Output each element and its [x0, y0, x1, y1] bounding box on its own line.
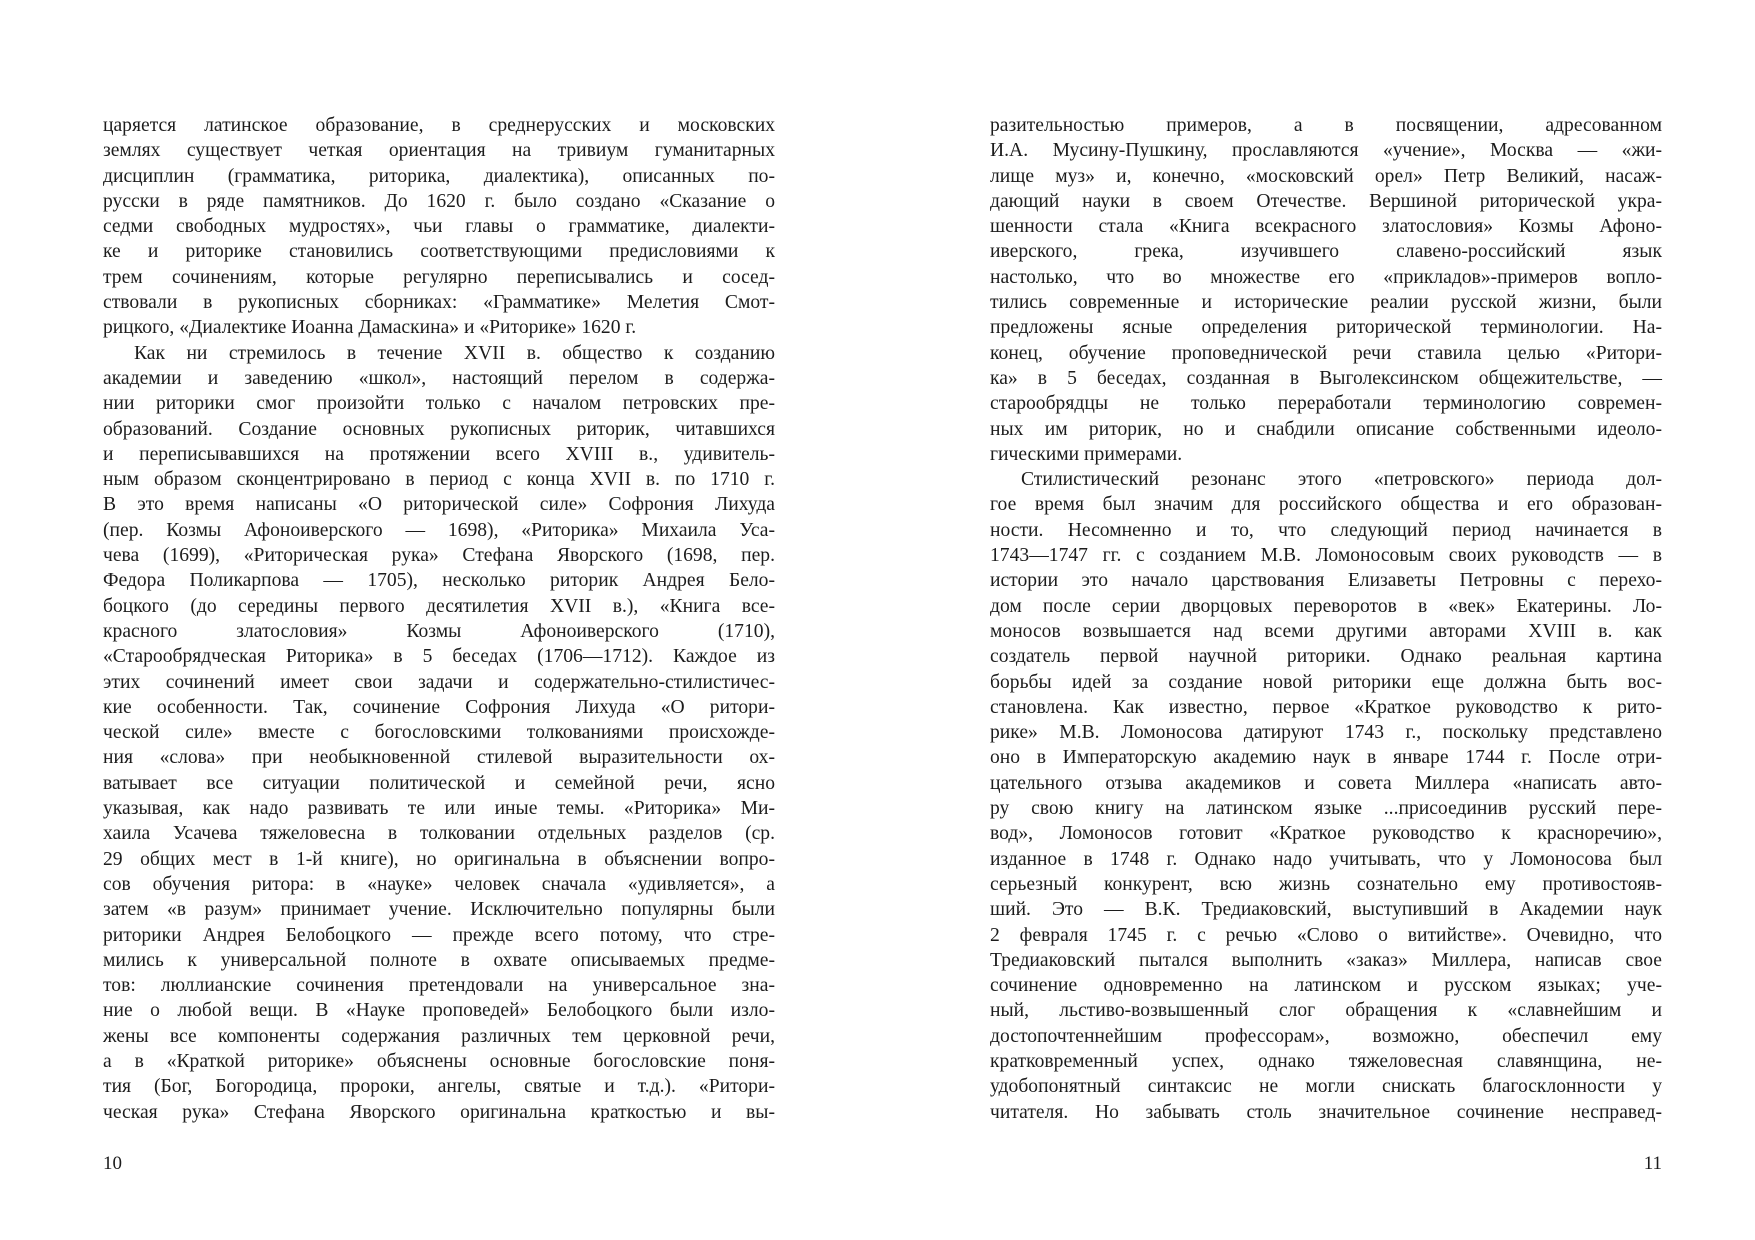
text-line: настолько, что во множестве его «прикладов»-примеров вопло-: [990, 266, 1662, 288]
text-line: И.А. Мусину-Пушкину, прославляются «учение», Москва — «жи-: [990, 140, 1662, 162]
text-line: гое время был значим для российского общества и его образован-: [990, 494, 1662, 516]
text-line: разительностью примеров, а в посвящении, адресованном: [990, 115, 1662, 136]
text-line: оно в Императорскую академию наук в январе 1744 г. После отри-: [990, 747, 1662, 769]
text-line: дающий науки в своем Отечестве. Вершиной риторической укра-: [990, 190, 1662, 212]
text-line: ке и риторике становились соответствующими предисловиями к: [103, 241, 775, 263]
text-line: мились к универсальной полноте в охвате описываемых предме-: [103, 949, 775, 971]
text-line: шенности стала «Книга всекрасного златословия» Козмы Афоно-: [990, 216, 1662, 238]
text-line: указывая, как надо развивать те или иные темы. «Риторика» Ми-: [103, 798, 775, 820]
text-line: землях существует четкая ориентация на тривиум гуманитарных: [103, 140, 775, 162]
text-line: ности. Несомненно и то, что следующий период начинается в: [990, 519, 1662, 541]
text-line: серьезный конкурент, всю жизнь сознательно ему противостояв-: [990, 873, 1662, 895]
text-line: и переписывавшихся на протяжении всего XVIII в., удивитель-: [103, 443, 775, 465]
text-line: чева (1699), «Риторическая рука» Стефана Яворского (1698, пер.: [103, 545, 775, 567]
text-line: Стилистический резонанс этого «петровского» периода дол-: [1021, 469, 1662, 491]
text-line: становлена. Как известно, первое «Краткое руководство к рито-: [990, 696, 1662, 718]
text-line: красного златословия» Козмы Афоноиверского (1710),: [103, 620, 775, 642]
text-line: ный, льстиво-возвышенный слог обращения к «славнейшим и: [990, 1000, 1662, 1022]
text-line: конец, обучение проповеднической речи ставила целью «Ритори-: [990, 342, 1662, 364]
text-line: В это время написаны «О риторической силе» Софрония Лихуда: [103, 494, 775, 516]
text-line: (пер. Козмы Афоноиверского — 1698), «Риторика» Михаила Уса-: [103, 519, 775, 541]
text-line: иверского, грека, изучившего славено-российский язык: [990, 241, 1662, 263]
text-line: удобопонятный синтаксис не могли снискать благосклонности у: [990, 1076, 1662, 1098]
text-line: хаила Усачева тяжеловесна в толковании отдельных разделов (ср.: [103, 823, 775, 845]
text-line: ру свою книгу на латинском языке ...присоединив русский пере-: [990, 798, 1662, 820]
text-line: кратковременный успех, однако тяжеловесная славянщина, не-: [990, 1050, 1662, 1072]
right-page: [990, 0, 1662, 1240]
text-line: достопочтеннейшим профессорам», возможно, обеспечил ему: [990, 1025, 1662, 1047]
text-line: вод», Ломоносов готовит «Краткое руководство к красноречию»,: [990, 823, 1662, 845]
text-line: тились современные и исторические реалии русской жизни, были: [990, 292, 1662, 314]
text-line: ка» в 5 беседах, созданная в Выголексинском общежительстве, —: [990, 367, 1662, 389]
text-line: образований. Создание основных рукописных риторик, читавшихся: [103, 418, 775, 440]
text-line: 29 общих мест в 1-й книге), но оригинальна в объяснении вопро-: [103, 848, 775, 870]
text-line: дом после серии дворцовых переворотов в «век» Екатерины. Ло-: [990, 595, 1662, 617]
text-line: гическими примерами.: [990, 443, 1183, 465]
text-line: истории это начало царствования Елизаветы Петровны с перехо-: [990, 570, 1662, 592]
text-line: ных им риторик, но и снабдили описание собственными идеоло-: [990, 418, 1662, 440]
text-line: ния «слова» при необыкновенной стилевой выразительности ох-: [103, 747, 775, 769]
text-line: цательного отзыва академиков и совета Миллера «написать авто-: [990, 772, 1662, 794]
text-line: академии и заведению «школ», настоящий перелом в содержа-: [103, 367, 775, 389]
text-line: читателя. Но забывать столь значительное сочинение несправед-: [990, 1101, 1662, 1123]
text-line: старообрядцы не только переработали терминологию современ-: [990, 393, 1662, 415]
text-line: ватывает все ситуации политической и семейной речи, ясно: [103, 772, 775, 794]
text-line: ным образом сконцентрировано в период с конца XVII в. по 1710 г.: [103, 469, 775, 491]
left-page-number: 10: [103, 1153, 122, 1174]
text-line: трем сочинениям, которые регулярно переписывались и сосед-: [103, 266, 775, 288]
text-line: нии риторики смог произойти только с началом петровских пре-: [103, 393, 775, 415]
text-line: изданное в 1748 г. Однако надо учитывать, что у Ломоносова был: [990, 848, 1662, 870]
text-line: затем «в разум» принимает учение. Исключительно популярны были: [103, 899, 775, 921]
text-line: кие особенности. Так, сочинение Софрония Лихуда «О ритори-: [103, 696, 775, 718]
text-line: моносов возвышается над всеми другими авторами XVIII в. как: [990, 620, 1662, 642]
text-line: ческой силе» вместе с богословскими толкованиями происхожде-: [103, 722, 775, 744]
text-line: Как ни стремилось в течение XVII в. общество к созданию: [134, 342, 775, 364]
left-page: [103, 0, 775, 1240]
text-line: риторики Андрея Белобоцкого — прежде всего потому, что стре-: [103, 924, 775, 946]
text-line: ший. Это — В.К. Тредиаковский, выступивший в Академии наук: [990, 899, 1662, 921]
text-line: а в «Краткой риторике» объяснены основные богословские поня-: [103, 1050, 775, 1072]
text-line: ствовали в рукописных сборниках: «Грамматике» Мелетия Смот-: [103, 292, 775, 314]
text-line: царяется латинское образование, в среднерусских и московских: [103, 115, 775, 136]
text-line: 2 февраля 1745 г. с речью «Слово о витийстве». Очевидно, что: [990, 924, 1662, 946]
text-line: ческая рука» Стефана Яворского оригинальна краткостью и вы-: [103, 1101, 775, 1123]
text-line: 1743—1747 гг. с созданием М.В. Ломоносовым своих руководств — в: [990, 545, 1662, 567]
text-line: создатель первой научной риторики. Однако реальная картина: [990, 646, 1662, 668]
right-page-text: [990, 113, 1662, 1125]
text-line: предложены ясные определения риторической терминологии. На-: [990, 317, 1662, 339]
text-line: ние о любой вещи. В «Науке проповедей» Белобоцкого были изло-: [103, 1000, 775, 1022]
text-line: Тредиаковский пытался выполнить «заказ» Миллера, написав свое: [990, 949, 1662, 971]
text-line: седми свободных мудростях», чьи главы о грамматике, диалекти-: [103, 216, 775, 238]
text-line: «Старообрядческая Риторика» в 5 беседах (1706—1712). Каждое из: [103, 646, 775, 668]
text-line: тия (Бог, Богородица, пророки, ангелы, святые и т.д.). «Ритори-: [103, 1076, 775, 1098]
text-line: Федора Поликарпова — 1705), несколько риторик Андрея Бело-: [103, 570, 775, 592]
text-line: лище муз» и, конечно, «московский орел» Петр Великий, насаж-: [990, 165, 1662, 187]
text-line: боцкого (до середины первого десятилетия XVII в.), «Книга все-: [103, 595, 775, 617]
text-line: борьбы идей за создание новой риторики еще должна быть вос-: [990, 671, 1662, 693]
right-page-number: 11: [1643, 1153, 1662, 1174]
text-line: тов: люллианские сочинения претендовали на универсальное зна-: [103, 975, 775, 997]
text-line: русски в ряде памятников. До 1620 г. было создано «Сказание о: [103, 190, 775, 212]
text-line: сочинение одновременно на латинском и русском языках; уче-: [990, 975, 1662, 997]
left-page-text: [103, 113, 775, 1125]
text-line: дисциплин (грамматика, риторика, диалектика), описанных по-: [103, 165, 775, 187]
text-line: рике» М.В. Ломоносова датируют 1743 г., поскольку представлено: [990, 722, 1662, 744]
text-line: этих сочинений имеет свои задачи и содержательно-стилистичес-: [103, 671, 775, 693]
text-line: рицкого, «Диалектике Иоанна Дамаскина» и «Риторике» 1620 г.: [103, 317, 637, 339]
text-line: сов обучения ритора: в «науке» человек сначала «удивляется», а: [103, 873, 775, 895]
text-line: жены все компоненты содержания различных тем церковной речи,: [103, 1025, 775, 1047]
